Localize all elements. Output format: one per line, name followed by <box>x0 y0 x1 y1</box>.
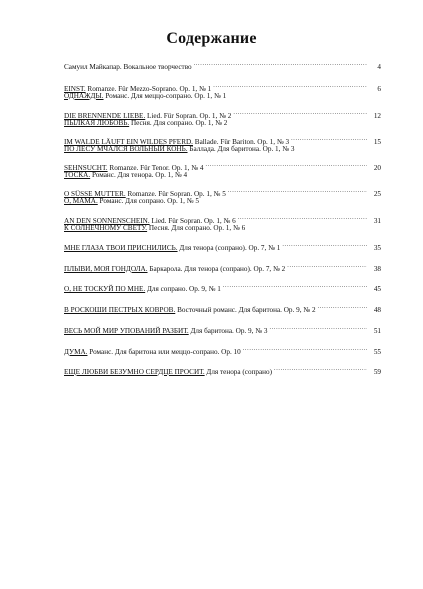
entry-details: Lied. Für Sopran. Op. 1, № 6 <box>149 217 236 225</box>
toc-entry <box>64 261 381 271</box>
dot-leader <box>318 302 367 312</box>
dot-leader <box>228 186 367 196</box>
page-number: 6 <box>377 85 381 93</box>
page-number: 55 <box>373 348 381 356</box>
page-number: 48 <box>373 306 381 314</box>
entry-details: Восточный романс. Для баритона. Op. 9, № 2 <box>175 306 316 314</box>
page-number: 12 <box>373 112 381 120</box>
entry-subtitle: К СОЛНЕЧНОМУ СВЕТУ. <box>64 224 148 232</box>
entry-title: Самуил Майкапар. Вокальное творчество <box>64 63 192 71</box>
toc-entry <box>64 302 381 312</box>
page-number: 38 <box>373 265 381 273</box>
entry-subtitle-details: Баллада. Для баритона. Op. 1, № 3 <box>187 145 295 153</box>
dot-leader <box>213 81 367 91</box>
entry-subtitle-details: Песня. Для сопрано. Op. 1, № 6 <box>147 224 246 232</box>
page-number: 59 <box>373 368 381 376</box>
entry-title: ВЕСЬ МОЙ МИР УПОВАНИЙ РАЗБИТ. <box>64 327 189 335</box>
entry-details: Для тенора (сопрано). Op. 7, № 1 <box>177 244 281 252</box>
page-number: 31 <box>373 217 381 225</box>
entry-details: Для сопрано. Op. 9, № 1 <box>145 285 221 293</box>
toc-row <box>64 59 381 69</box>
entry-title: МНЕ ГЛАЗА ТВОИ ПРИСНИЛИСЬ. <box>64 244 178 252</box>
entry-subtitle: ПЫЛКАЯ ЛЮБОВЬ. <box>64 119 130 127</box>
dot-leader <box>238 213 367 223</box>
entry-subtitle: ОДНАЖДЫ. <box>64 92 104 100</box>
page-number: 25 <box>373 190 381 198</box>
entry-details: Ballade. Für Bariton. Op. 1, № 3 <box>192 138 290 146</box>
toc-entry <box>64 108 381 128</box>
toc-row <box>64 240 381 250</box>
toc-row <box>64 81 381 91</box>
toc-entry <box>64 213 381 233</box>
toc-entry <box>64 134 381 154</box>
toc-subtitle <box>64 91 381 101</box>
entry-title: В РОСКОШИ ПЕСТРЫХ КОВРОВ. <box>64 306 176 314</box>
toc-subtitle <box>64 144 381 154</box>
entry-title: IM WALDE LÄUFT EIN WILDES PFERD. <box>64 138 193 146</box>
page-number: 51 <box>373 327 381 335</box>
entry-title: DIE BRENNENDE LIEBE. <box>64 112 146 120</box>
entry-subtitle-details: Романс. Для тенора. Op. 1, № 4 <box>90 171 188 179</box>
toc-row <box>64 160 381 170</box>
toc-row <box>64 281 381 291</box>
toc-subtitle <box>64 170 381 180</box>
dot-leader <box>282 240 367 250</box>
entry-details: Романс. Для баритона или меццо-сопрано. Op. 10 <box>87 348 241 356</box>
toc-entry <box>64 344 381 354</box>
toc-row <box>64 186 381 196</box>
entry-details: Romanze. Für Tenor. Op. 1, № 4 <box>107 164 204 172</box>
toc-entry <box>64 59 381 69</box>
entry-details: Баркарола. Для тенора (сопрано). Op. 7, № 2 <box>147 265 286 273</box>
entry-title: AN DEN SONNENSCHEIN. <box>64 217 150 225</box>
entry-subtitle-details: Романс. Для меццо-сопрано. Op. 1, № 1 <box>103 92 227 100</box>
entry-title: О, НЕ ТОСКУЙ ПО МНЕ. <box>64 285 146 293</box>
page-number: 15 <box>373 138 381 146</box>
toc-entry <box>64 186 381 206</box>
toc-row <box>64 213 381 223</box>
toc-row <box>64 302 381 312</box>
entry-subtitle: О, МАМА. <box>64 197 98 205</box>
toc-subtitle <box>64 223 381 233</box>
toc-row <box>64 108 381 118</box>
toc-entry <box>64 323 381 333</box>
page-number: 45 <box>373 285 381 293</box>
toc-subtitle <box>64 118 381 128</box>
entry-details: Lied. Für Sopran. Op. 1, № 2 <box>145 112 232 120</box>
dot-leader <box>269 323 367 333</box>
entry-subtitle: ПО ЛЕСУ МЧАЛСЯ ВОЛЬНЫЙ КОНЬ. <box>64 145 188 153</box>
page-number: 35 <box>373 244 381 252</box>
dot-leader <box>243 344 367 354</box>
toc-row <box>64 261 381 271</box>
page-number: 4 <box>377 63 381 71</box>
entry-title: O SÜSSE MUTTER. <box>64 190 126 198</box>
entry-details: Для тенора (сопрано) <box>204 368 273 376</box>
entry-title: SEHNSUCHT. <box>64 164 108 172</box>
entry-subtitle-details: Романс. Для сопрано. Op. 1, № 5 <box>97 197 199 205</box>
toc-row <box>64 134 381 144</box>
dot-leader <box>274 364 367 374</box>
entry-title: ДУМА. <box>64 348 88 356</box>
page-number: 20 <box>373 164 381 172</box>
toc-row <box>64 344 381 354</box>
entry-subtitle-details: Песня. Для сопрано. Op. 1, № 2 <box>129 119 228 127</box>
dot-leader <box>223 281 367 291</box>
toc-row <box>64 364 381 374</box>
toc-entry <box>64 81 381 101</box>
toc-entry <box>64 281 381 291</box>
dot-leader <box>233 108 367 118</box>
page-title: Содержание <box>166 30 257 47</box>
entry-title: EINST. <box>64 85 86 93</box>
dot-leader <box>205 160 367 170</box>
dot-leader <box>194 59 367 69</box>
toc-entry <box>64 364 381 374</box>
dot-leader <box>287 261 367 271</box>
dot-leader <box>291 134 367 144</box>
entry-title: ЕЩЕ ЛЮБВИ БЕЗУМНО СЕРДЦЕ ПРОСИТ. <box>64 368 205 376</box>
entry-subtitle: ТОСКА. <box>64 171 91 179</box>
toc-row <box>64 323 381 333</box>
toc-entry <box>64 160 381 180</box>
entry-title: ПЛЫВИ, МОЯ ГОНДОЛА. <box>64 265 148 273</box>
entry-details: Для баритона. Op. 9, № 3 <box>188 327 268 335</box>
entry-details: Romanze. Für Sopran. Op. 1, № 5 <box>125 190 226 198</box>
entry-details: Romanze. Für Mezzo-Soprano. Op. 1, № 1 <box>85 85 212 93</box>
toc-entry <box>64 240 381 250</box>
